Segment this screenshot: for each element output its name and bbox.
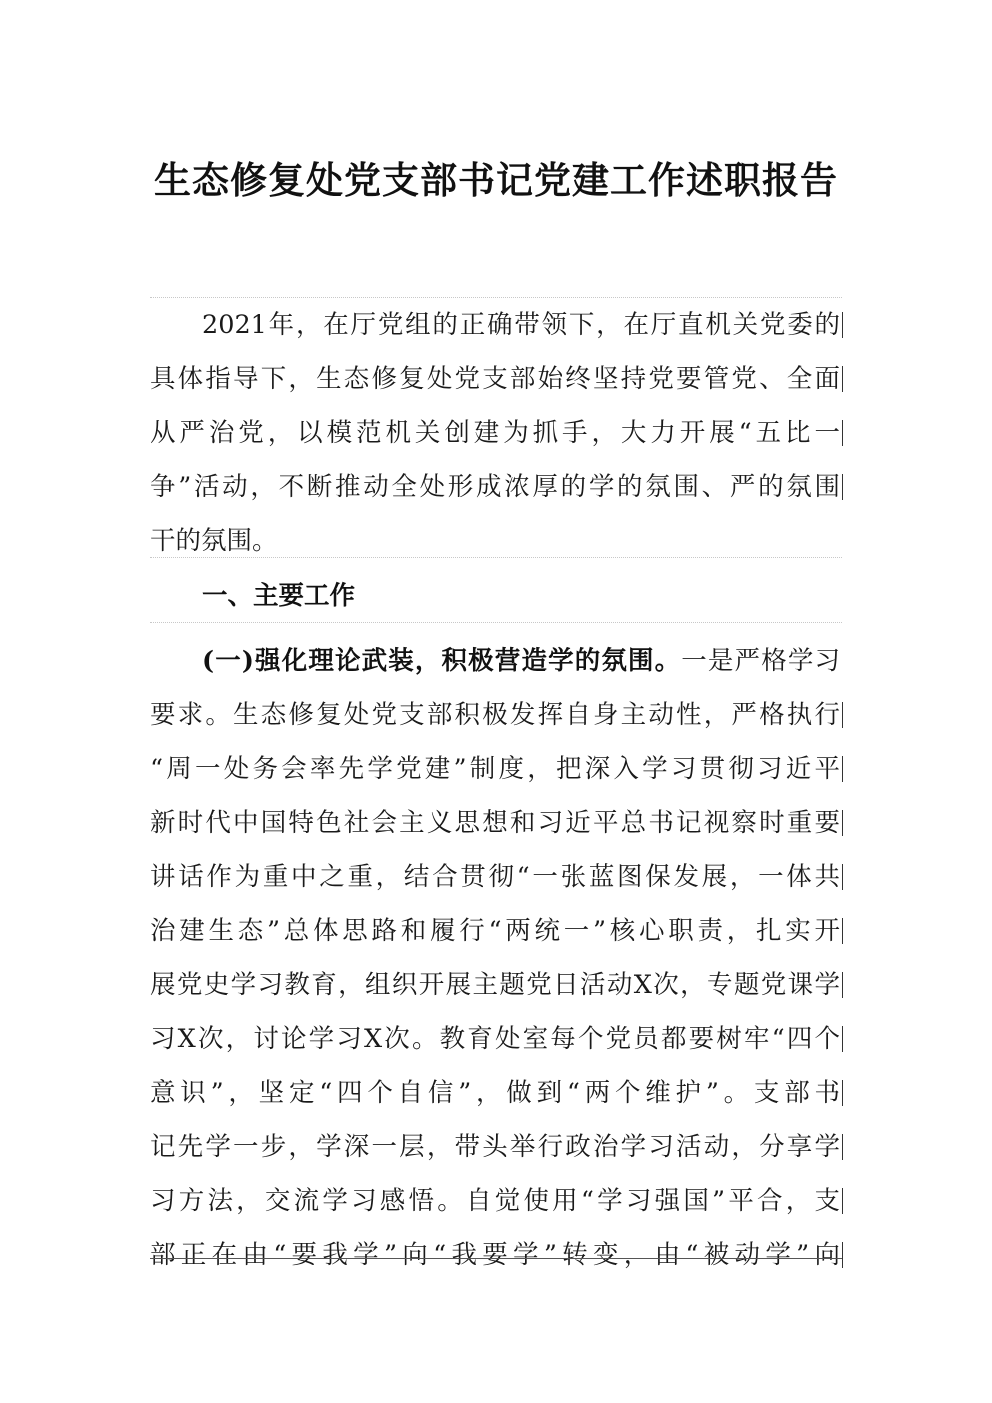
paragraph-line: 习方法，交流学习感悟。自觉使用“学习强国”平合，支: [150, 1174, 840, 1228]
paragraph-line: 习X次，讨论学习X次。教育处室每个党员都要树牢“四个: [150, 1012, 840, 1066]
paragraph-line: 新时代中国特色社会主义思想和习近平总书记视察时重要: [150, 796, 840, 850]
section-divider: [150, 622, 842, 623]
paragraph-line: 要求。生态修复处党支部积极发挥自身主动性，严格执行: [150, 688, 840, 742]
page-title: 生态修复处党支部书记党建工作述职报告: [154, 158, 838, 202]
paragraph-line: 讲话作为重中之重，结合贯彻“一张蓝图保发展，一体共: [150, 850, 840, 904]
paragraph-line: 具体指导下，生态修复处党支部始终坚持党要管党、全面: [150, 352, 840, 406]
section-divider: [150, 557, 842, 558]
paragraph-line: 部正在由“要我学”向“我要学”转变，由“被动学”向: [150, 1228, 840, 1282]
subheading: (一)强化理论武装，积极营造学的氛围。: [202, 646, 682, 676]
paragraph-text: 一是严格学习: [681, 646, 840, 676]
paragraph-line: 意识”，坚定“四个自信”，做到“两个维护”。支部书: [150, 1066, 840, 1120]
section-heading: 一、主要工作: [202, 581, 356, 611]
paragraph-line: 记先学一步，学深一层，带头举行政治学习活动，分享学: [150, 1120, 840, 1174]
bottom-rule: [150, 1258, 842, 1259]
paragraph-line: 治建生态”总体思路和履行“两统一”核心职责，扎实开: [150, 904, 840, 958]
paragraph-line: 2021年，在厅党组的正确带领下，在厅直机关党委的: [202, 298, 840, 352]
paragraph-line: 展党史学习教育，组织开展主题党日活动X次，专题党课学: [150, 958, 840, 1012]
paragraph-line: 争”活动，不断推动全处形成浓厚的学的氛围、严的氛围: [150, 460, 840, 514]
paragraph-line: 从严治党，以模范机关创建为抓手，大力开展“五比一: [150, 406, 840, 460]
paragraph-line: 干的氛围。: [150, 526, 278, 556]
paragraph-line-first: [202, 634, 840, 688]
paragraph-line: “周一处务会率先学党建”制度，把深入学习贯彻习近平: [150, 742, 840, 796]
